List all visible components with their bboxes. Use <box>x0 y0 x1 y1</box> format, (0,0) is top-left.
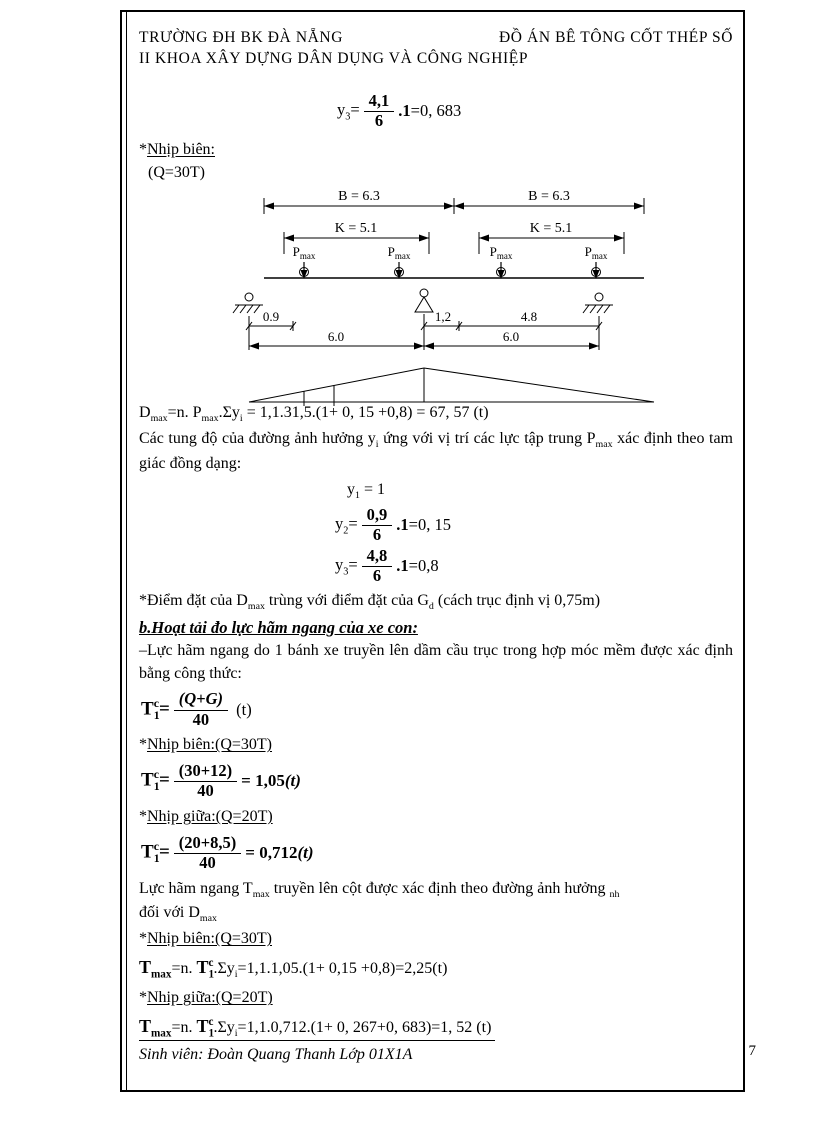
formula-rhs: (t) <box>232 699 252 719</box>
formula-rhs: = 0,712(t) <box>245 843 314 863</box>
fraction <box>174 762 237 801</box>
nhip-giua-q20-heading-1: *Nhịp giữa:(Q=20T) <box>139 807 273 825</box>
nhip-giua-q20-heading-2: *Nhịp giữa:(Q=20T) <box>139 989 273 1007</box>
middle-support-pin <box>420 289 428 297</box>
formula-rhs: .1=0, 683 <box>398 101 462 121</box>
dim-12-label: 1,2 <box>434 309 452 325</box>
fraction-numerator: (Q+G) <box>174 690 228 710</box>
footer <box>139 1040 733 1064</box>
dim-09-label: 0.9 <box>262 309 280 325</box>
tung-do-paragraph: Các tung độ của đường ảnh hưởng $y_i$ ứng với vị trí các lực tập trung $P_{max}$ xác định theo tam giác đồng dạng: <box>139 430 734 472</box>
page-frame <box>120 10 756 1092</box>
luc-ham-paragraph-1: –Lực hãm ngang do 1 bánh xe truyền lên dầm cầu trục trong hợp móc mềm được xác định bằng công thức: <box>139 641 733 682</box>
formula-y2 <box>335 506 733 545</box>
dimension-arrowheads <box>249 203 644 350</box>
fraction-denominator: 6 <box>372 566 382 586</box>
nhip-bien-q30-heading-2: *Nhịp biên:(Q=30T) <box>139 930 272 948</box>
fraction-denominator: 40 <box>197 781 214 801</box>
diagram-labels <box>263 189 608 344</box>
formula-t1-bien <box>141 762 733 801</box>
page-number: 7 <box>748 1043 756 1059</box>
dim-k-left-label: K = 5.1 <box>334 221 378 237</box>
fraction-numerator: (20+8,5) <box>174 834 242 854</box>
formula-y1: $y_1 = 1$ <box>347 481 385 502</box>
diem-dat-note: *Điểm đặt của $D_{max}$ trùng với điểm đặt của $G_d$ (cách trục định vị 0,75m) <box>139 591 601 612</box>
fraction-numerator: 4,8 <box>362 547 393 567</box>
pmax-label-1: $P_{max}$ <box>292 244 316 262</box>
fraction-numerator: 0,9 <box>362 506 393 526</box>
pmax-label-2: $P_{max}$ <box>387 244 411 262</box>
luc-ham-paragraph-2: Lực hãm ngang $T_{max}$ truyền lên cột được xác định theo đường ảnh hưởng $_{nh}$ đối với $D_{max}$ <box>139 879 620 925</box>
fraction <box>174 834 242 873</box>
nhip-bien-q30-heading-1: *Nhịp biên:(Q=30T) <box>139 736 272 754</box>
dmax-equation: $D_{max}=n$. $P_{max}.\Sigma y_i = 1,1.31,5.(1+ 0$, 15 +0,8) = 67, 57 (t) <box>139 404 489 425</box>
formula-rhs: .1=0,8 <box>396 556 439 576</box>
formula-t1-giua <box>141 834 733 873</box>
supports <box>233 289 613 313</box>
middle-support-triangle <box>415 297 433 312</box>
pmax-label-3: $P_{max}$ <box>489 244 513 262</box>
formula-lhs: $y_2=$ <box>335 514 358 537</box>
formula-y3 <box>335 547 733 586</box>
fraction <box>362 547 393 586</box>
fraction <box>174 690 228 729</box>
formula-rhs: .1=0, 15 <box>396 515 451 535</box>
left-support-pin <box>245 293 253 301</box>
formula-lhs: $T_1^c=$ <box>141 840 170 866</box>
tmax-giua-equation: $T_{max}=n$. $T_1^c.\Sigma y_i=1,1.0,712.(1+ 0$, 267+0, 683)=1, 52 (t) <box>139 1015 492 1040</box>
footer-divider <box>139 1040 495 1041</box>
header-school: TRƯỜNG ĐH BK ĐÀ NẴNG <box>139 29 343 46</box>
nhip-bien-title: *Nhịp biên: <box>139 140 215 158</box>
fraction-denominator: 6 <box>374 111 384 131</box>
wheel-load-arrows <box>300 262 601 279</box>
crane-load-diagram <box>229 188 669 416</box>
formula-lhs: $y_3=$ <box>335 554 358 578</box>
fraction-denominator: 6 <box>372 525 382 545</box>
section-b-heading: b.Hoạt tải đo lực hãm ngang của xe con: <box>139 617 418 637</box>
formula-lhs: $T_1^c=$ <box>141 696 170 722</box>
fraction-denominator: 40 <box>192 709 210 729</box>
pmax-label-4: $P_{max}$ <box>584 244 608 262</box>
formula-lhs: $y_3=$ <box>337 100 360 123</box>
header <box>139 28 733 49</box>
dim-60-right-label: 6.0 <box>502 329 520 345</box>
fraction-denominator: 40 <box>199 853 216 873</box>
dim-60-left-label: 6.0 <box>327 329 345 345</box>
tmax-bien-equation: $T_{max}=n$. $T_1^c.\Sigma y_i=1,1.1,05.(1+ 0,15 +0,8)=2,25(t)$ <box>139 956 448 981</box>
right-support-pin <box>595 293 603 301</box>
header-faculty: II KHOA XÂY DỰNG DÂN DỤNG VÀ CÔNG NGHIỆP <box>139 49 529 67</box>
formula-lhs: $T_1^c=$ <box>141 768 170 794</box>
formula-t1-general <box>141 690 733 729</box>
dim-b-left-label: B = 6.3 <box>338 189 380 205</box>
dim-b-right-label: B = 6.3 <box>528 189 570 205</box>
header-project-title: ĐỒ ÁN BÊ TÔNG CỐT THÉP SỐ <box>498 29 733 46</box>
formula-rhs: = 1,05(t) <box>241 771 301 791</box>
fraction-numerator: (30+12) <box>174 762 237 782</box>
student-signature: Sinh viên: Đoàn Quang Thanh Lớp 01X1A <box>139 1046 413 1063</box>
fraction-numerator: 4,1 <box>364 92 395 112</box>
nhip-bien-load: (Q=30T) <box>148 163 206 181</box>
dim-48-label: 4.8 <box>520 309 538 325</box>
fraction <box>364 92 395 131</box>
section-nhip-bien <box>139 139 733 184</box>
fraction <box>362 506 393 545</box>
dim-k-right-label: K = 5.1 <box>529 221 573 237</box>
formula-y3-top <box>337 92 733 131</box>
dimension-lines <box>246 198 654 406</box>
inner-border-line <box>126 12 127 1090</box>
